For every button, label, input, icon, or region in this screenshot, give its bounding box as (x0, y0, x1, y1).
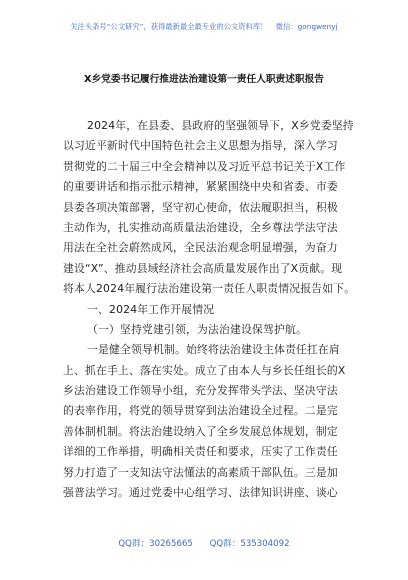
page-header-banner (0, 22, 408, 32)
header-promo-text: 关注头条号“公文研究”，获得最新最全最专业的公文资料库！ (70, 22, 268, 31)
text-line: 用法在全社会蔚然成风，全民法治观念明显增强，为奋力 (63, 241, 338, 255)
section-heading: 一、2024年工作开展情况 (87, 302, 215, 316)
text-line: 努力打造了一支知法守法懂法的高素质干部队伍。三是加 (63, 465, 338, 479)
text-line: 县委各项决策部署，坚守初心使命，依法履职担当，积极 (63, 200, 338, 214)
text-line: 主动作为，扎实推动高质量法治建设，全乡尊法学法守法 (63, 220, 338, 234)
header-wechat-id: 微信：gongwenyj (275, 22, 338, 31)
text-line: 2024年，在县委、县政府的坚强领导下，X乡党委坚持 (87, 119, 354, 132)
text-line: 强普法学习。通过党委中心组学习、法律知识讲座、谈心 (63, 486, 338, 500)
text-line: 乡法治建设工作领导小组，充分发挥带头学法、坚决守法 (63, 384, 338, 398)
text-line: 善体制机制。将法治建设纳入了全乡发展总体规划，制定 (63, 424, 338, 438)
text-line: 将本人2024年履行法治建设第一责任人职责情况报告如下。 (63, 282, 356, 296)
footer-qq-group-1: QQ群：30265665 (118, 539, 193, 549)
text-line: 上、抓在手上、落在实处。成立了由本人与乡长任组长的X (63, 363, 346, 377)
text-line: 的重要讲话和指示批示精神，紧紧围绕中央和省委、市委 (63, 180, 338, 194)
page-footer (0, 537, 408, 549)
text-line: 建设“X”、推动县域经济社会高质量发展作出了X贡献。现 (63, 261, 343, 275)
text-line: 以习近平新时代中国特色社会主义思想为指导，深入学习 (63, 139, 338, 153)
document-title: X乡党委书记履行推进法治建设第一责任人职责述职报告 (84, 74, 324, 85)
footer-qq-group-2: QQ群：535304092 (209, 539, 290, 549)
text-line: 详细的工作举措，明确相关责任和要求，压实了工作责任 (63, 445, 338, 459)
text-line: 贯彻党的二十届三中全会精神以及习近平总书记关于X工作 (63, 159, 346, 173)
document-body (63, 116, 408, 503)
subsection-heading: （一）坚持党建引领，为法治建设保驾护航。 (87, 322, 307, 336)
text-line: 的表率作用，将党的领导贯穿到法治建设全过程。二是完 (63, 404, 338, 418)
text-line: 一是健全领导机制。始终将法治建设主体责任扛在肩 (87, 343, 340, 357)
